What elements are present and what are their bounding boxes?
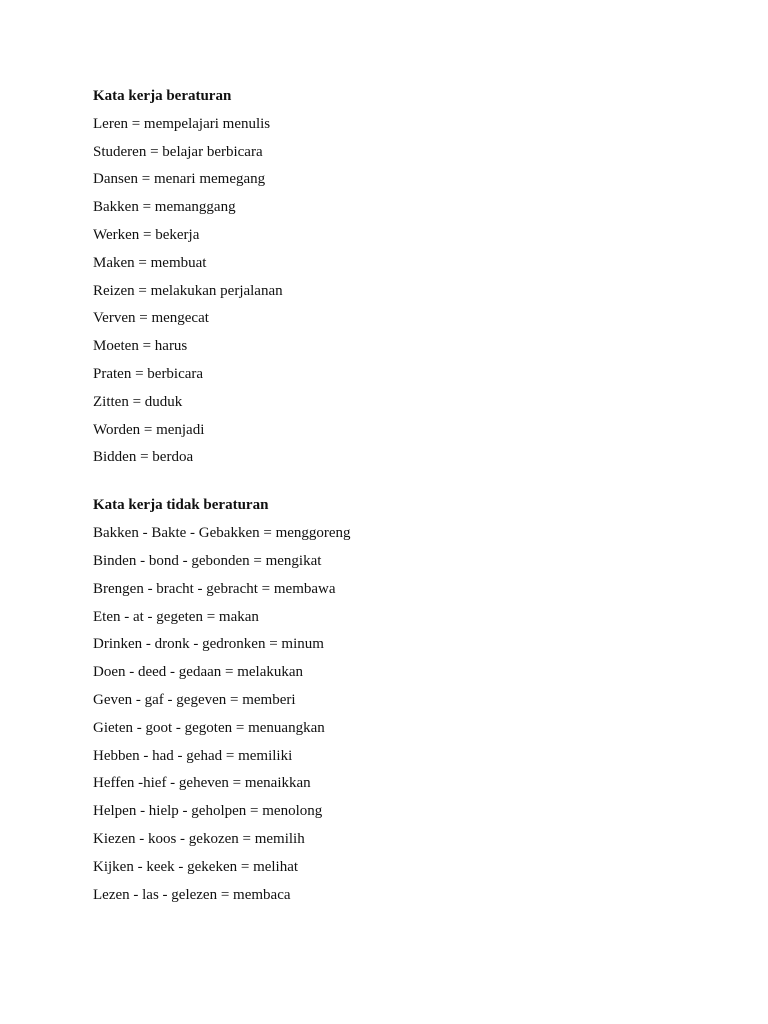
list-item: Werken = bekerja [93, 226, 200, 243]
list-item: Praten = berbicara [93, 365, 204, 382]
list-item: Zitten = duduk [93, 393, 183, 410]
list-item: Bakken = memanggang [93, 199, 236, 216]
list-item: Hebben - had - gehad = memiliki [93, 747, 293, 764]
list-item: Moeten = harus [93, 338, 188, 355]
list-item: Verven = mengecat [93, 310, 209, 327]
list-item: Eten - at - gegeten = makan [93, 608, 259, 625]
list-item: Maken = membuat [93, 254, 207, 271]
list-item: Kiezen - koos - gekozen = memilih [93, 830, 305, 847]
list-item: Gieten - goot - gegoten = menuangkan [93, 719, 325, 736]
list-item: Drinken - dronk - gedronken = minum [93, 636, 324, 653]
list-item: Kijken - keek - gekeken = melihat [93, 858, 299, 875]
list-item: Leren = mempelajari menulis [93, 115, 271, 132]
list-item: Binden - bond - gebonden = mengikat [93, 552, 322, 569]
section-heading: Kata kerja beraturan [93, 88, 232, 104]
list-item: Helpen - hielp - geholpen = menolong [93, 803, 323, 820]
list-item: Studeren = belajar berbicara [93, 143, 263, 160]
section-heading: Kata kerja tidak beraturan [93, 497, 269, 514]
list-item: Dansen = menari memegang [93, 171, 266, 188]
list-item: Bidden = berdoa [93, 449, 194, 466]
list-item: Doen - deed - gedaan = melakukan [93, 664, 304, 681]
list-item: Lezen - las - gelezen = membaca [93, 886, 291, 903]
list-item: Heffen -hief - geheven = menaikkan [93, 775, 311, 792]
section-irregular-verbs [93, 495, 693, 904]
list-item: Brengen - bracht - gebracht = membawa [93, 580, 336, 597]
list-item: Geven - gaf - gegeven = memberi [93, 691, 296, 708]
list-item: Bakken - Bakte - Gebakken = menggoreng [93, 525, 351, 542]
list-item: Reizen = melakukan perjalanan [93, 282, 283, 299]
section-regular-verbs [93, 86, 693, 467]
list-item: Worden = menjadi [93, 421, 205, 438]
document-page [93, 86, 693, 912]
